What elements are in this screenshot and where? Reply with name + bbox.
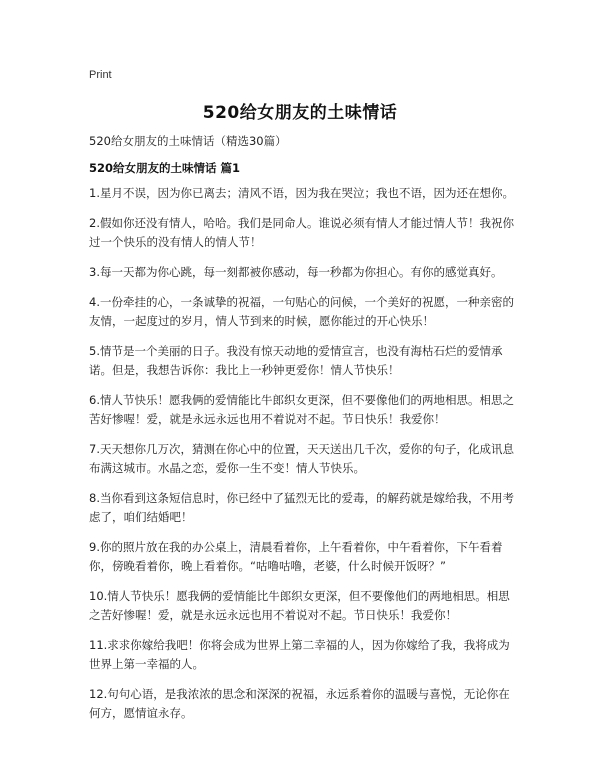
paragraph-3: 3.每一天都为你心跳，每一刻都被你感动，每一秒都为你担心。有你的感觉真好。 [89, 265, 503, 279]
print-link[interactable]: Print [89, 69, 112, 81]
paragraph-4: 4.一份牵挂的心，一条诚挚的祝福，一句贴心的问候，一个美好的祝愿，一种亲密的友情，一起度过的岁月，情人节到来的时候，愿你能过的开心快乐！ [89, 295, 514, 328]
paragraph-8: 8.当你看到这条短信息时，你已经中了猛烈无比的爱毒，的解药就是嫁给我，不用考虑了，咱们结婚吧！ [89, 491, 514, 524]
paragraph-9: 9.你的照片放在我的办公桌上，清晨看着你，上午看着你，中午看着你，下午看着你，傍晚看着你，晚上看着你。“咕噜咕噜，老婆，什么时候开饭呀？” [89, 540, 503, 573]
paragraph-7: 7.天天想你几万次，猜测在你心中的位置，天天送出几千次，爱你的句子，化成讯息布满这城市。水晶之恋，爱你一生不变！情人节快乐。 [89, 442, 514, 475]
paragraph-5: 5.情节是一个美丽的日子。我没有惊天动地的爱情宣言，也没有海枯石烂的爱情承诺。但是，我想告诉你：我比上一秒钟更爱你！情人节快乐！ [89, 344, 503, 377]
paragraph-2: 2.假如你还没有情人，哈哈。我们是同命人。谁说必须有情人才能过情人节！我祝你过一个快乐的没有情人的情人节！ [89, 216, 514, 249]
paragraph-1: 1.星月不误，因为你已离去；清风不语，因为我在哭泣；我也不语，因为还在想你。 [89, 186, 514, 200]
document-title: 520给女朋友的土味情话 [202, 103, 398, 123]
paragraph-6: 6.情人节快乐！愿我俩的爱情能比牛郎织女更深，但不要像他们的两地相思。相思之苦好惨喔！爱，就是永远永远也用不着说对不起。节日快乐！我爱你！ [89, 393, 514, 426]
paragraph-list [89, 184, 517, 734]
paragraph-12: 12.句句心语，是我浓浓的思念和深深的祝福，永远系着你的温暖与喜悦，无论你在何方，愿情谊永存。 [89, 687, 510, 720]
document-subtitle: 520给女朋友的土味情话（精选30篇） [89, 134, 287, 148]
section-heading: 520给女朋友的土味情话 篇1 [89, 161, 241, 175]
paragraph-11: 11.求求你嫁给我吧！你将会成为世界上第二幸福的人，因为你嫁给了我，我将成为世界上第一幸福的人。 [89, 638, 510, 671]
paragraph-10: 10.情人节快乐！愿我俩的爱情能比牛郎织女更深，但不要像他们的两地相思。相思之苦好惨喔！爱，就是永远永远也用不着说对不起。节日快乐！我爱你！ [89, 589, 510, 622]
